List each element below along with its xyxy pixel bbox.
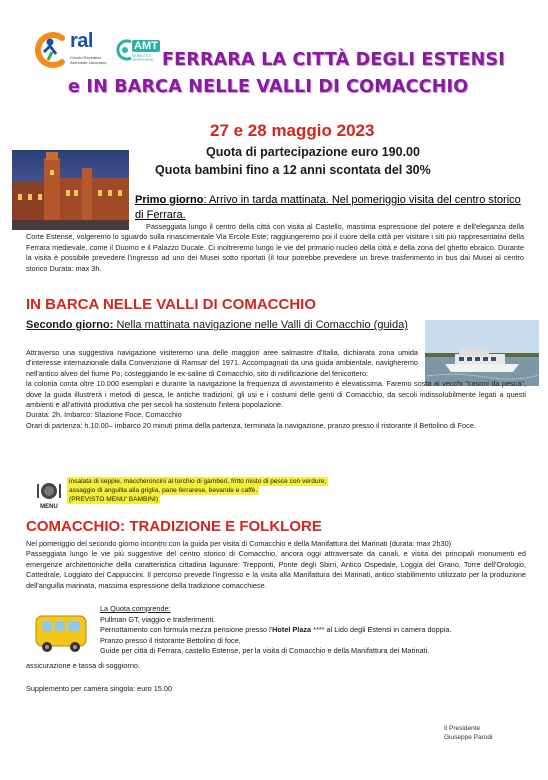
amt-logo: [116, 36, 160, 66]
quota-heading: La Quota comprende:: [100, 604, 171, 613]
section-title-barca: IN BARCA NELLE VALLI DI COMACCHIO: [26, 296, 316, 313]
day1-label: Primo giorno: [135, 194, 204, 206]
signature-name: Giuseppe Parodi: [444, 734, 493, 741]
bus-icon: [30, 608, 92, 656]
cral-logo-word: ral: [70, 30, 93, 52]
quota-hotel-after: **** al Lido degli Estensi in camera doppia.: [311, 625, 452, 634]
day2-heading-text: Nella mattinata navigazione nelle Valli di Comacchio (guida): [113, 319, 408, 331]
day2-description-rest: la colonia conta oltre 10.000 esemplari e durante la navigazione la frequenza di avvistamento è elevatissima. Faremo sosta ai vecchi "casoni da pesca", dove la guida illustrerà i metodi di pesca, le antiche tradizioni, gli usi e i costumi delle genti di Comacchio, da secoli indissolubilmente legati a questi ambienti e all'attività produttiva che per secoli ha sostenuto l'intera popolazione.: [26, 379, 526, 410]
amt-logo-subtitle: MOBILITÀ E TERRITORIO: [132, 54, 154, 62]
quota-item-hotel: [100, 625, 451, 634]
day1-description: Passeggiata lungo il centro della città con visita al Castello, massima espressione del potere e dell'eleganza della Corte Estense, volgeremo lo sguardo sulla rinascimentale Via Ercole Este; raggiungeremo poi il cuore della città per visitare i siti più rappresentativi della Ferrara medievale, come il Duomo e il Palazzo Ducale. Ci inoltreremo lungo le vie del primario nucleo della città e della zona del ghetto ebraico. Durante la visita è possibile prevedere l'ingresso ad uno dei Musei sotto riportati (il tour potrebbe prevedere un breve trasferimento in bus dai Musei al centro storico Durata: max 3h.: [26, 222, 524, 273]
day2-description-wrapped: Attraverso una suggestiva navigazione visiteremo una delle maggiori aree salmastre d'Italia, dichiarata zona umida d'interesse internazionale dalla Convenzione di Ramsar del 1971. Accompagnati da una guida ambientale, navigheremo nell'antico alveo del fiume Po, costeggiando le ex-saline di Comacchio, sito di nidificazione del fenicottero:: [26, 348, 418, 378]
day2-description: [26, 348, 526, 431]
day2-duration: Durata: 2h. Imbarco: Stazione Foce, Comacchio: [26, 410, 182, 420]
price-adult: Quota di partecipazione euro 190.00: [206, 145, 420, 159]
signature-role: Il Presidente: [444, 725, 481, 732]
menu-icon-label: MENU: [40, 504, 58, 510]
day2-heading: [26, 318, 418, 333]
folklore-description: [26, 539, 526, 591]
cral-c-icon: [32, 30, 72, 70]
quota-includes: [100, 604, 530, 657]
day1-heading: [135, 193, 525, 222]
menu-line-1: insalata di seppie, maccheroncini al torchio di gamberi, fritto misto di pesce con verdure,: [69, 478, 327, 485]
folklore-intro: Nel pomeriggio del secondo giorno incontro con la guida per visita di Comacchio e della Manifattura dei Marinati (durata: max 2h30): [26, 539, 452, 548]
price-children: Quota bambini fino a 12 anni scontata del 30%: [155, 163, 431, 177]
quota-item-transport: Pullman GT, viaggio e trasferimenti.: [100, 614, 216, 624]
quota-item-lunch: Pranzo presso il ristorante Bettolino di foce,: [100, 635, 241, 645]
menu-icon: [34, 480, 64, 510]
quota-item-guides: Guide per città di Ferrara, castello Estense, per la visita di Comacchio e della Manifattura dei Marinati.: [100, 646, 430, 655]
section-title-folklore: COMACCHIO: TRADIZIONE E FOLKLORE: [26, 518, 322, 535]
day2-label: Secondo giorno:: [26, 319, 114, 331]
single-room-supplement: Supplemento per camera singola: euro 15.00: [26, 684, 173, 693]
menu-line-2: assaggio di anguilla alla griglia, pane ferrarese, bevande e caffè.: [69, 487, 258, 494]
folklore-text: Passeggiata lungo le vie più suggestive del centro storico di Comacchio, ancora oggi attraversate da canali, e visita dei principali monumenti ed emergenze architettoniche della caratteristica cittadina lagunare: Trepponti, Ponte degli Sbirri, Antico Ospedale, Loggia del Grano, Torre dell'Orologio, Cattedrale, Loggiato dei Cappuccini. Il percorso prevede l'ingresso e la visita alla Manifattura dei Marinati, antico stabilimento utilizzato per la produzione dell'anguilla marinata, massima espressione della tradizione comacchiese.: [26, 549, 526, 590]
day1-heading-text: : Arrivo in tarda mattinata. Nel pomeriggio visita del centro storico di Ferrara.: [135, 194, 521, 221]
menu-line-3: (PREVISTO MENU' BAMBINI): [69, 496, 159, 503]
quota-hotel-name: Hotel Plaza: [272, 625, 312, 634]
day2-schedule: Orari di partenza: h.10.00– imbarco 20 minuti prima della partenza, terminata la navigazione, pranzo presso il ristorante Il Bettolino di Foce.: [26, 420, 476, 430]
castello-estense-photo: [12, 150, 129, 230]
signature: [444, 724, 492, 742]
quota-item-insurance: assicurazione e tassa di soggiorno.: [26, 661, 140, 670]
amt-logo-word: AMT: [134, 40, 158, 52]
quota-hotel-before: Pernottamento con formula mezza pensione presso l': [100, 625, 273, 634]
page-title-line-1: FERRARA LA CITTÀ DEGLI ESTENSI: [162, 50, 506, 70]
event-dates: 27 e 28 maggio 2023: [210, 121, 375, 140]
page-title-line-2: e IN BARCA NELLE VALLI DI COMACCHIO: [68, 77, 469, 97]
cral-logo-subtitle: Circolo Ricreativo Aziendale Lavoratori: [70, 55, 107, 65]
menu-list: [67, 477, 328, 504]
cral-logo: [30, 26, 116, 72]
